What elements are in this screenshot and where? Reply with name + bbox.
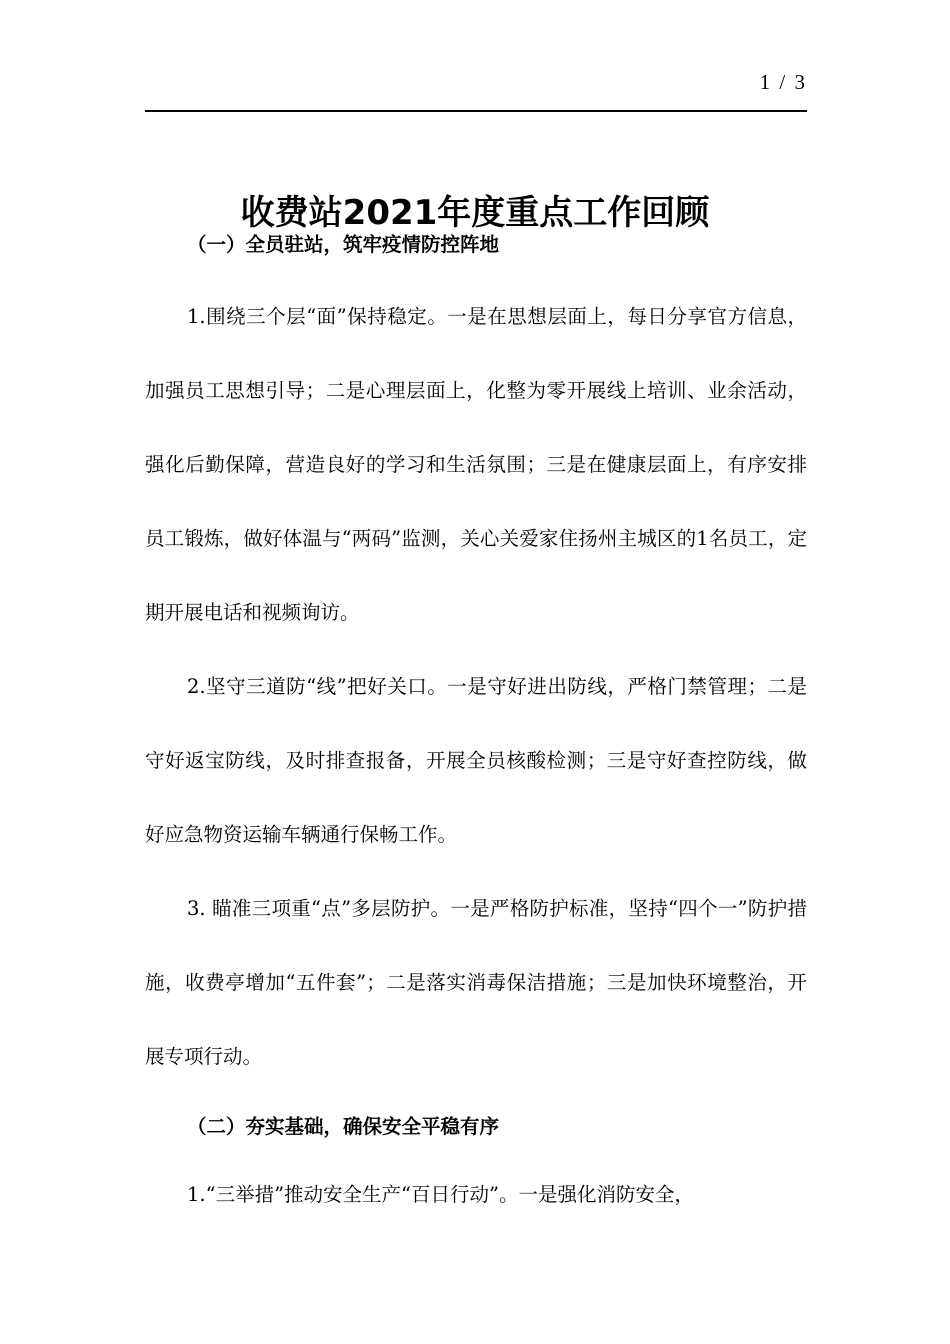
section-heading-1: （一）全员驻站，筑牢疫情防控阵地 <box>187 233 500 256</box>
section-2-paragraph-1: 1.“三举措”推动安全生产“百日行动”。一是强化消防安全， <box>187 1183 694 1206</box>
header-divider <box>145 110 807 112</box>
document-body <box>145 222 807 1232</box>
section-1-paragraph-1: 1.围绕三个层“面”保持稳定。一是在思想层面上，每日分享官方信息，加强员工思想引导；二是心理层面上，化整为零开展线上培训、业余活动，强化后勤保障，营造良好的学习和生活氛围；三是在健康层面上，有序安排员工锻炼，做好体温与“两码”监测，关心关爱家住扬州主城区的1名员工，定期开展电话和视频询访。 <box>145 305 807 624</box>
section-heading-2: （二）夯实基础，确保安全平稳有序 <box>187 1115 500 1138</box>
section-1-paragraph-2: 2.坚守三道防“线”把好关口。一是守好进出防线，严格门禁管理；二是守好返宝防线，及时排查报备，开展全员核酸检测；三是守好查控防线，做好应急物资运输车辆通行保畅工作。 <box>145 675 807 846</box>
section-1-paragraph-3: 3. 瞄准三项重“点”多层防护。一是严格防护标准，坚持“四个一”防护措施，收费亭增加“五件套”；二是落实消毒保洁措施；三是加快环境整治，开展专项行动。 <box>145 897 807 1068</box>
document-title: 收费站2021年度重点工作回顾 <box>240 192 710 233</box>
page-number: 1 / 3 <box>759 70 807 94</box>
